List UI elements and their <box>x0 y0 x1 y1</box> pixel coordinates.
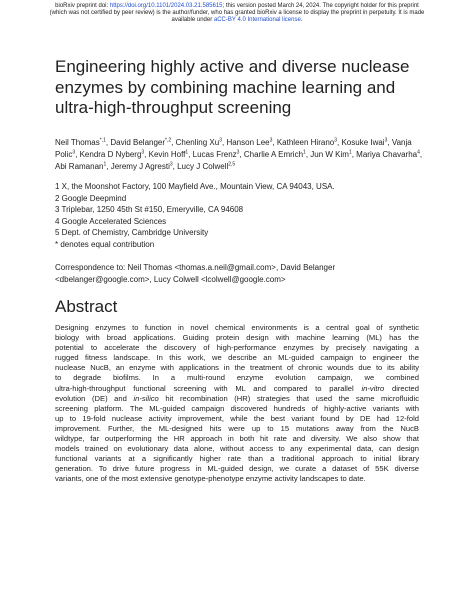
author <box>310 150 351 159</box>
license-link[interactable]: aCC-BY 4.0 International license <box>213 17 301 24</box>
abstract-line: functional variants at a significantly higher rate than a traditional approach to initial library <box>55 454 419 464</box>
author-affiliation-marker: 3 <box>334 137 337 144</box>
author-name: Mariya Chavarha <box>356 150 418 159</box>
affiliation-item: 5 Dept. of Chemistry, Cambridge University <box>55 228 209 238</box>
affiliation-item: 2 Google Deepmind <box>55 193 127 203</box>
author-affiliation-marker: 3 <box>236 149 240 156</box>
author-list: Neil Thomas$^{*,1}$, David Belanger$^{*,2}$, Chenling Xu$^3$, Hanson Lee$^3$, Kathleen Hirano$^3$, Kosuke Iwai$^3$, Vanja Polic$^3$, Kendra D Nyberg$^3$, Kevin Hoff$^1$, Lucas Frenz$^3$, Charlie A Emrich$^1$, Jun W Kim$^1$, Mariya Chavarha$^4$, Abi Ramanan$^1$, Jeremy J Agresti$^3$, Lucy J Colwell$^{2,5}$ <box>55 137 423 171</box>
abstract-line: to degrade biofilms. In a multi-round enzyme evolution campaign, we combined <box>55 373 419 383</box>
author-name: Lucas Frenz <box>192 150 237 159</box>
header-text: . <box>300 17 303 24</box>
author-affiliation-marker: 1 <box>348 149 352 156</box>
author <box>356 150 420 159</box>
affiliation-item: 3 Triplebar, 1250 45th St #150, Emeryville, CA 94608 <box>55 205 244 215</box>
abstract-line: generation. To drive future progress in ML-guided design, we curate a dataset of 55K diverse <box>55 464 419 474</box>
author <box>111 162 173 171</box>
author <box>277 138 337 147</box>
author-name: Charlie A Emrich <box>243 150 304 159</box>
author <box>244 150 306 159</box>
author <box>55 162 106 171</box>
preprint-header <box>20 3 454 25</box>
author-affiliation-marker: 4 <box>417 149 420 156</box>
affiliation-item: 4 Google Accelerated Sciences <box>55 216 167 226</box>
abstract-line: improvement. Further, the ML-designed hits were up to 15 mutations away from the NucB <box>55 423 419 433</box>
paper-title: Engineering highly active and diverse nuclease enzymes by combining machine learning and ultra-high-throughput screening <box>55 57 410 117</box>
author-name: Neil Thomas <box>55 138 100 147</box>
header-text: available under <box>171 17 214 24</box>
author-affiliation-marker: *,2 <box>165 137 172 144</box>
author-affiliation-marker: 1 <box>185 149 189 156</box>
author-name: David Belanger <box>110 138 166 147</box>
abstract-line: models trained on evolutionary data alone, without access to any experimental data, can design <box>55 444 419 454</box>
author-affiliation-marker: 3 <box>269 137 273 144</box>
header-line-1 <box>20 3 454 10</box>
abstract-body <box>55 323 419 485</box>
author <box>149 150 189 159</box>
abstract-line: screening platform. The ML-guided campaign discovered hundreds of highly-active variants with <box>55 403 419 413</box>
abstract-line: wildtype, far outperforming the HR approach in both hit rate and diversity. We also show that <box>55 434 419 444</box>
author-name: Kosuke Iwai <box>341 138 385 147</box>
author <box>176 138 222 147</box>
author-affiliation-marker: 3 <box>219 137 222 144</box>
author-affiliation-marker: 3 <box>141 149 145 156</box>
abstract-line: Designing enzymes to function in novel chemical environments is a central goal of synthetic <box>55 323 419 332</box>
author-affiliation-marker: 3 <box>72 149 76 156</box>
abstract-heading: Abstract <box>55 297 118 316</box>
author-name: Kendra D Nyberg <box>79 150 142 159</box>
author <box>177 162 235 171</box>
doi-link[interactable]: https://doi.org/10.1101/2024.03.21.585615 <box>109 3 223 9</box>
header-line-3 <box>20 17 454 24</box>
correspondence-line: <dbelanger@google.com>, Lucy Colwell <lcolwell@google.com> <box>55 274 286 284</box>
abstract-line: nuclease NucB, an enzyme with applications in the treatment of chronic wounds due to its ability <box>55 363 419 373</box>
author-affiliation-marker: 1 <box>103 161 107 168</box>
header-line-2: (which was not certified by peer review) is the author/funder, who has granted bioRxiv a license to display the preprint in perpetuity. It is made <box>49 10 425 17</box>
author <box>80 150 145 159</box>
affiliation-list <box>55 181 435 251</box>
author <box>226 138 272 147</box>
author-name: Abi Ramanan <box>55 162 104 171</box>
equal-contribution-note: * denotes equal contribution <box>55 239 155 249</box>
abstract-line: rugged fitness landscape. In this work, we describe an ML-guided campaign to engineer the <box>55 353 419 363</box>
author-affiliation-marker: 3 <box>169 161 173 168</box>
author <box>193 150 240 159</box>
author-name: Kathleen Hirano <box>276 138 335 147</box>
correspondence <box>55 262 435 285</box>
header-text: ; this version posted March 24, 2024. The copyright holder for this preprint <box>222 3 419 9</box>
author <box>341 138 387 147</box>
author-name: Lucy J Colwell <box>177 162 229 171</box>
author-name: Jeremy J Agresti <box>110 162 170 171</box>
author-affiliation-marker: 1 <box>303 149 306 156</box>
abstract-line: biology with broad applications. Guiding protein design with machine learning (ML) has the <box>55 333 419 343</box>
author-name: Kevin Hoff <box>148 150 186 159</box>
author-affiliation-marker: 2,5 <box>228 161 236 168</box>
correspondence-line: Correspondence to: Neil Thomas <thomas.a.neil@gmail.com>, David Belanger <box>55 263 336 272</box>
affiliation-item: 1 X, the Moonshot Factory, 100 Mayfield Ave., Mountain View, CA 94043, USA. <box>55 182 335 191</box>
author-name: Jun W Kim <box>310 150 349 159</box>
header-text: bioRxiv preprint doi: <box>55 3 110 9</box>
abstract-line: variants, one of the most extensive genotype-phenotype enzyme activity landscapes to date. <box>55 474 366 484</box>
abstract-line: evolution (DE) and in-silico hit recombination (HR) strategies that used the same microfluidic <box>55 393 419 403</box>
author-affiliation-marker: 3 <box>384 137 388 144</box>
author-name: Chenling Xu <box>175 138 220 147</box>
author-affiliation-marker: *,1 <box>99 137 106 144</box>
author <box>55 138 106 147</box>
author <box>110 138 171 147</box>
abstract-line: up to 19-fold nuclease activity improvement, while the best variant found by DE had 12-fold <box>55 413 419 423</box>
author-name: Vanja Polic <box>55 138 412 159</box>
abstract-line: ultra-high-throughput functional screening with ML and compared to parallel in-vitro directed <box>55 383 419 393</box>
author-name: Hanson Lee <box>226 138 270 147</box>
abstract-line: potential to accelerate the discovery of high-performance enzymes by precisely navigating a <box>55 343 419 353</box>
